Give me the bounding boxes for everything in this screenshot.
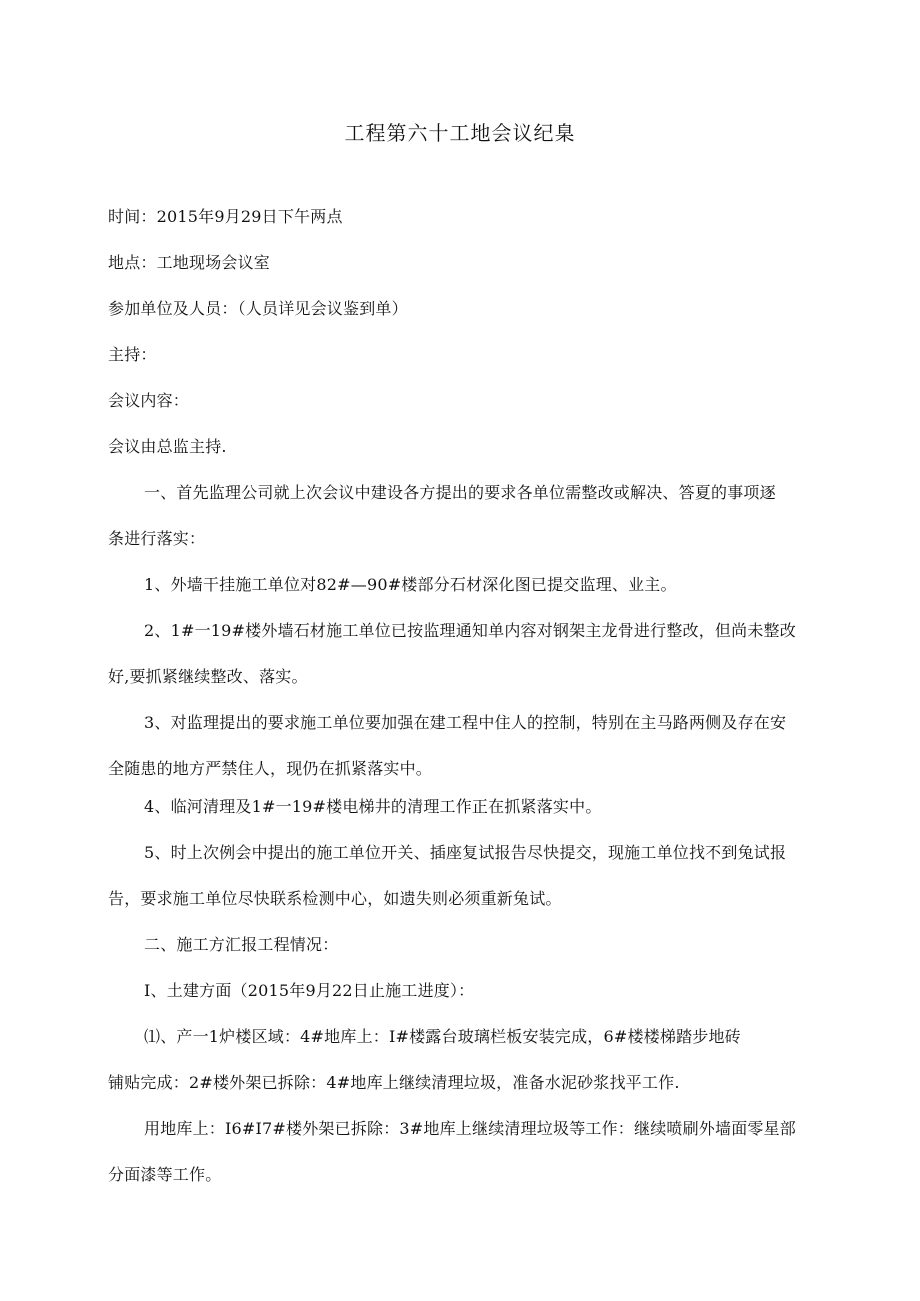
section2-para2-line2: 分面漆等工作。 <box>108 1165 222 1184</box>
section1-item2 <box>108 608 812 700</box>
section1-item5-line2: 告，要求施工单位尽快联系检测中心，如遗失则必须重新兔试。 <box>108 889 562 908</box>
meeting-location: 地点：工地现场会议室 <box>108 253 271 272</box>
section1-item5 <box>108 830 812 922</box>
section1-item3 <box>108 700 812 792</box>
section2-para1 <box>108 1014 812 1106</box>
section1-intro <box>108 470 812 562</box>
section1-item3-line1: 3、对监理提出的要求施工单位要加强在建工程中住人的控制，特别在主马路两侧及存在安 <box>144 713 787 732</box>
section1-item1: 1、外墙干挂施工单位对82#—90#楼部分石材深化图已提交监理、业主。 <box>144 575 677 594</box>
meeting-participants: 参加单位及人员：（人员详见会议鉴到单） <box>108 299 408 318</box>
section1-item3-line2: 全随患的地方严禁住人，现仍在抓紧落实中。 <box>108 759 433 778</box>
section1-item2-line2: 好,要抓紧继续整改、落实。 <box>108 667 308 686</box>
meeting-content-label: 会议内容： <box>108 391 190 410</box>
section2-sub1: I、土建方面（2015年9月22日止施工进度）： <box>144 981 475 1000</box>
section1-item5-line1: 5、时上次例会中提出的施工单位开关、插座复试报告尽快提交，现施工单位找不到兔试报 <box>144 843 787 862</box>
section2-heading: 二、施工方汇报工程情况： <box>144 935 339 954</box>
chair-note: 会议由总监主持. <box>108 437 227 456</box>
section1-item4: 4、临河清理及1#一19#楼电梯井的清理工作正在抓紧落实中。 <box>144 797 602 816</box>
section1-intro-line2: 条进行落实： <box>108 529 206 548</box>
meeting-host: 主持： <box>108 345 157 364</box>
section2-para2-line1: 用地库上：I6#I7#楼外架已拆除：3#地库上继续清理垃圾等工作：继续喷刷外墙面零星部 <box>144 1119 796 1138</box>
section2-para2 <box>108 1106 812 1198</box>
section1-intro-line1: 一、首先监理公司就上次会议中建设各方提出的要求各单位需整改或解决、答夏的事项逐 <box>144 483 776 502</box>
document-title: 工程第六十工地会议纪臬 <box>344 121 576 145</box>
section1-item2-line1: 2、1#一19#楼外墙石材施工单位已按监理通知单内容对钢架主龙骨进行整改，但尚未整改 <box>144 621 796 640</box>
section2-para1-line1: ⑴、产一1炉楼区域：4#地库上：I#楼露台玻璃栏板安装完成，6#楼楼梯踏步地砖 <box>144 1027 741 1046</box>
section2-para1-line2: 铺贴完成：2#楼外架已拆除：4#地库上继续清理垃圾，准备水泥砂浆找平工作. <box>108 1073 680 1092</box>
meeting-time: 时间：2015年9月29日下午两点 <box>108 207 343 226</box>
